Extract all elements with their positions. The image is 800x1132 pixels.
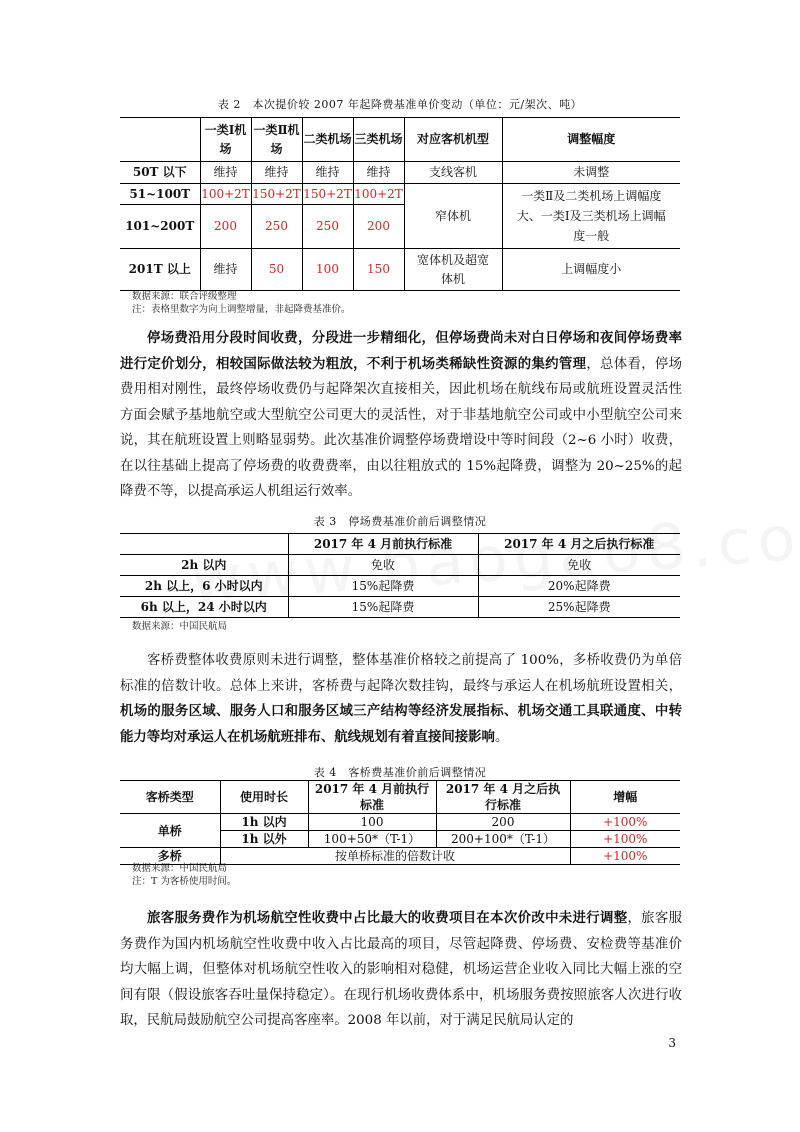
page-number: 3 <box>668 1036 676 1050</box>
cell: 宽体机及超宽体机 <box>404 249 502 291</box>
row-label: 201T 以上 <box>120 249 200 291</box>
table3 <box>120 533 680 618</box>
paragraph-text: ，总体看，停场费用相对刚性，最终停场收费仍与起降架次直接相关，因此机场在航线布局或航班设置灵活性方面会赋予基地航空或大型航空公司更大的灵活性，对于非基地航空公司或中小型航空公司来说，其在航班设置上则略显弱势。此次基准价调整停场费增设中等时间段（2~6 小时）收费，在以往基础上提高了停场费的收费费率，由以往粗放式的 15%起降费，调整为 20~25%的起降费不等，以提高承运人机组运行效率。 <box>120 356 683 499</box>
row-label: 101~200T <box>120 205 200 249</box>
row-label: 单桥 <box>120 814 220 848</box>
cell: 100+2T <box>353 184 404 205</box>
cell: 250 <box>251 205 302 249</box>
table2-header: 对应客机机型 <box>404 118 502 162</box>
table2 <box>120 117 680 291</box>
table4-header: 使用时长 <box>220 781 308 814</box>
cell: 免收 <box>288 555 478 576</box>
cell: 100+2T <box>200 184 251 205</box>
table3-corner <box>120 534 288 555</box>
cell: 20%起降费 <box>478 576 680 597</box>
row-label: 多桥 <box>120 848 220 865</box>
cell: 100+50*（T-1） <box>308 831 436 848</box>
table-row <box>120 184 680 205</box>
cell: 维持 <box>302 162 353 184</box>
cell: 150+2T <box>251 184 302 205</box>
table4-header: 2017 年 4 月前执行标准 <box>308 781 436 814</box>
cell: 150 <box>353 249 404 291</box>
table2-header: 调整幅度 <box>502 118 680 162</box>
row-label: 6h 以上，24 小时以内 <box>120 597 288 618</box>
table4-source: 数据来源：中国民航局 <box>132 863 228 874</box>
cell: 维持 <box>200 249 251 291</box>
cell: 50 <box>251 249 302 291</box>
paragraph-text: 客桥费整体收费原则未进行调整，整体基准价格较之前提高了 100%，多桥收费仍为单倍标准的倍数计收。总体上来讲，客桥费与起降次数挂钩，最终与承运人在机场航班设置相关， <box>120 653 682 694</box>
table4-note: 注：T 为客桥使用时间。 <box>132 876 237 887</box>
cell: 200+100*（T-1） <box>436 831 570 848</box>
cell: 窄体机 <box>404 184 502 249</box>
row-label: 51~100T <box>120 184 200 205</box>
row-label: 2h 以内 <box>120 555 288 576</box>
paragraph-bold: 旅客服务费作为机场航空性收费中占比最大的收费项目在本次价改中未进行调整 <box>147 910 628 926</box>
cell: +100% <box>570 814 680 831</box>
cell: 100 <box>302 249 353 291</box>
table2-header: 一类Ⅱ机场 <box>251 118 302 162</box>
table4-header-row <box>120 781 680 814</box>
cell: 15%起降费 <box>288 576 478 597</box>
table2-caption: 表 2 本次提价较 2007 年起降费基准单价变动（单位：元/架次、吨） <box>217 98 583 111</box>
cell: 维持 <box>353 162 404 184</box>
table2-header: 一类Ⅰ机场 <box>200 118 251 162</box>
table2-header: 二类机场 <box>302 118 353 162</box>
table2-corner <box>120 118 200 162</box>
table3-caption: 表 3 停场费基准价前后调整情况 <box>313 515 487 528</box>
table-row <box>120 576 680 597</box>
table4-header: 2017 年 4 月之后执行标准 <box>436 781 570 814</box>
row-label: 2h 以上，6 小时以内 <box>120 576 288 597</box>
paragraph-bold: 机场的服务区域、服务人口和服务区域三产结构等经济发展指标、机场交通工具联通度、中转能力等均对承运人在机场航班排布、航线规划有着直接间接影响 <box>120 703 682 745</box>
cell: 免收 <box>478 555 680 576</box>
paragraph-end: 。 <box>494 729 509 745</box>
table-row <box>120 814 680 831</box>
table3-source: 数据来源：中国民航局 <box>132 621 228 632</box>
cell: 维持 <box>251 162 302 184</box>
table2-source: 数据来源：联合评级整理 <box>132 291 237 302</box>
cell: 未调整 <box>502 162 680 184</box>
cell: 200 <box>200 205 251 249</box>
cell: 维持 <box>200 162 251 184</box>
table2-header: 三类机场 <box>353 118 404 162</box>
table3-header: 2017 年 4 月前执行标准 <box>288 534 478 555</box>
paragraph-passenger-fee <box>120 906 682 1034</box>
table3-header-row <box>120 534 680 555</box>
table4-header: 客桥类型 <box>120 781 220 814</box>
cell: 150+2T <box>302 184 353 205</box>
cell: 1h 以外 <box>220 831 308 848</box>
table-row <box>120 249 680 291</box>
paragraph-bold: 停场费沿用分段时间收费，分段进一步精细化，但停场费尚未对白日停场和夜间停场费率进行定价划分，相较国际做法较为粗放，不利于机场类稀缺性资源的集约管理 <box>120 330 682 372</box>
cell: +100% <box>570 831 680 848</box>
table4-caption: 表 4 客桥费基准价前后调整情况 <box>313 766 487 779</box>
cell: 15%起降费 <box>288 597 478 618</box>
table-row <box>120 597 680 618</box>
cell: 100 <box>308 814 436 831</box>
table-row <box>120 162 680 184</box>
table-row <box>120 555 680 576</box>
cell: 按单桥标准的倍数计收 <box>220 848 570 865</box>
cell: 200 <box>436 814 570 831</box>
cell: +100% <box>570 848 680 865</box>
table4-header: 增幅 <box>570 781 680 814</box>
cell: 上调幅度小 <box>502 249 680 291</box>
table3-header: 2017 年 4 月之后执行标准 <box>478 534 680 555</box>
cell: 200 <box>353 205 404 249</box>
cell: 250 <box>302 205 353 249</box>
table2-note: 注：表格里数字为向上调整增量，非起降费基准价。 <box>132 304 351 315</box>
paragraph-bridge-fee <box>120 648 682 750</box>
cell: 25%起降费 <box>478 597 680 618</box>
table4 <box>120 780 680 865</box>
row-label: 50T 以下 <box>120 162 200 184</box>
cell: 1h 以内 <box>220 814 308 831</box>
table2-header-row <box>120 118 680 162</box>
cell: 一类Ⅱ及二类机场上调幅度大、一类Ⅰ及三类机场上调幅度一般 <box>502 184 680 249</box>
paragraph-text: ，旅客服务费作为国内机场航空性收费中收入占比最高的项目，尽管起降费、停场费、安检费等基准价均大幅上调，但整体对机场航空性收入的影响相对稳健，机场运营企业收入同比大幅上涨的空间有限（假设旅客吞吐量保持稳定）。在现行机场收费体系中，机场服务费按照旅客人次进行收取，民航局鼓励航空公司提高客座率。2008 年以前，对于满足民航局认定的 <box>120 911 683 1028</box>
paragraph-parking-fee <box>120 326 682 505</box>
cell: 支线客机 <box>404 162 502 184</box>
